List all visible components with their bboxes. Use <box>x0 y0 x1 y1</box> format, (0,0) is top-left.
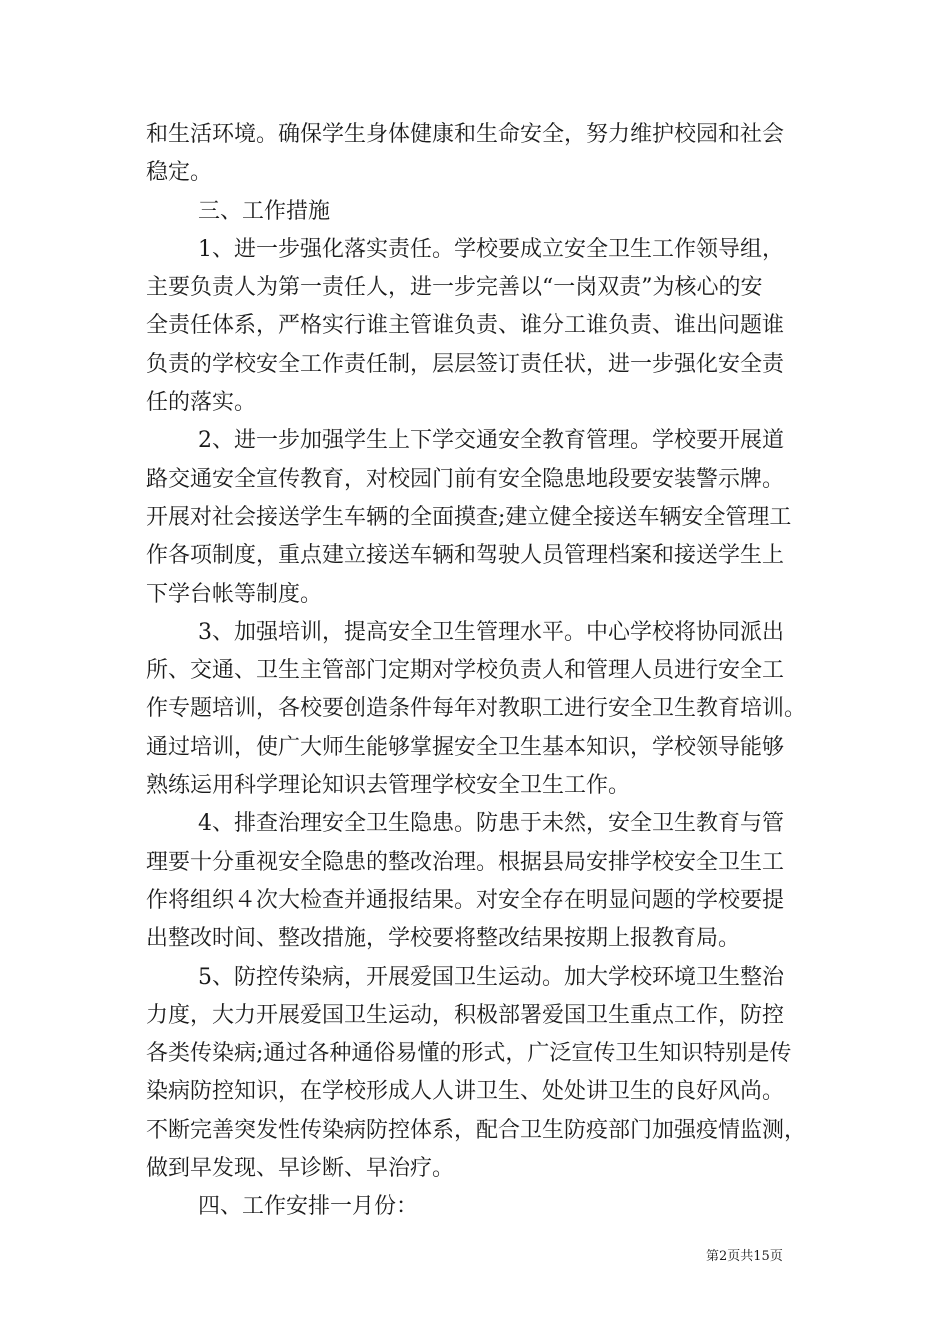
text-line: 力度，大力开展爱国卫生运动，积极部署爱国卫生重点工作，防控 <box>146 1002 785 1028</box>
text-line: 主要负责人为第一责任人，进一步完善以“一岗双责”为核心的安 <box>146 275 763 301</box>
text-line: 出整改时间、整改措施，学校要将整改结果按期上报教育局。 <box>146 926 741 952</box>
text-line: 负责的学校安全工作责任制，层层签订责任状，进一步强化安全责 <box>146 351 785 377</box>
text-line: 做到早发现、早诊断、早治疗。 <box>146 1156 455 1182</box>
text-line: 作各项制度，重点建立接送车辆和驾驶人员管理档案和接送学生上 <box>146 543 785 569</box>
document-body <box>146 116 814 1227</box>
text-line: 4、排查治理安全卫生隐患。防患于未然，安全卫生教育与管 <box>198 811 784 837</box>
text-line: 路交通安全宣传教育，对校园门前有安全隐患地段要安装警示牌。 <box>146 466 785 492</box>
page-number: 第2页共15页 <box>706 1249 783 1264</box>
text-line: 理要十分重视安全隐患的整改治理。根据县局安排学校安全卫生工 <box>146 849 785 875</box>
text-line: 1、进一步强化落实责任。学校要成立安全卫生工作领导组， <box>198 236 784 262</box>
text-line: 和生活环境。确保学生身体健康和生命安全，努力维护校园和社会 <box>146 122 785 147</box>
text-line: 5、防控传染病，开展爱国卫生运动。加大学校环境卫生整治 <box>198 964 784 990</box>
text-line: 所、交通、卫生主管部门定期对学校负责人和管理人员进行安全工 <box>146 658 785 684</box>
text-line: 作专题培训，各校要创造条件每年对教职工进行安全卫生教育培训。 <box>146 696 807 722</box>
text-line: 熟练运用科学理论知识去管理学校安全卫生工作。 <box>146 773 631 799</box>
text-line: 全责任体系，严格实行谁主管谁负责、谁分工谁负责、谁出问题谁 <box>146 313 785 339</box>
text-line: 开展对社会接送学生车辆的全面摸查;建立健全接送车辆安全管理工 <box>146 504 792 530</box>
text-line: 2、进一步加强学生上下学交通安全教育管理。学校要开展道 <box>198 428 784 454</box>
text-line: 任的落实。 <box>146 390 257 416</box>
text-line: 不断完善突发性传染病防控体系，配合卫生防疫部门加强疫情监测， <box>146 1117 807 1143</box>
section-heading: 三、工作措施 <box>198 198 331 224</box>
text-line: 稳定。 <box>146 160 213 186</box>
text-line: 通过培训，使广大师生能够掌握安全卫生基本知识，学校领导能够 <box>146 734 785 760</box>
section-heading: 四、工作安排一月份： <box>198 1194 419 1220</box>
text-line: 各类传染病;通过各种通俗易懂的形式，广泛宣传卫生知识特别是传 <box>146 1041 792 1067</box>
text-line: 作将组织４次大检查并通报结果。对安全存在明显问题的学校要提 <box>146 887 785 913</box>
text-line: 染病防控知识，在学校形成人人讲卫生、处处讲卫生的良好风尚。 <box>146 1079 785 1105</box>
text-line: 下学台帐等制度。 <box>146 581 323 607</box>
text-line: 3、加强培训，提高安全卫生管理水平。中心学校将协同派出 <box>198 619 784 645</box>
